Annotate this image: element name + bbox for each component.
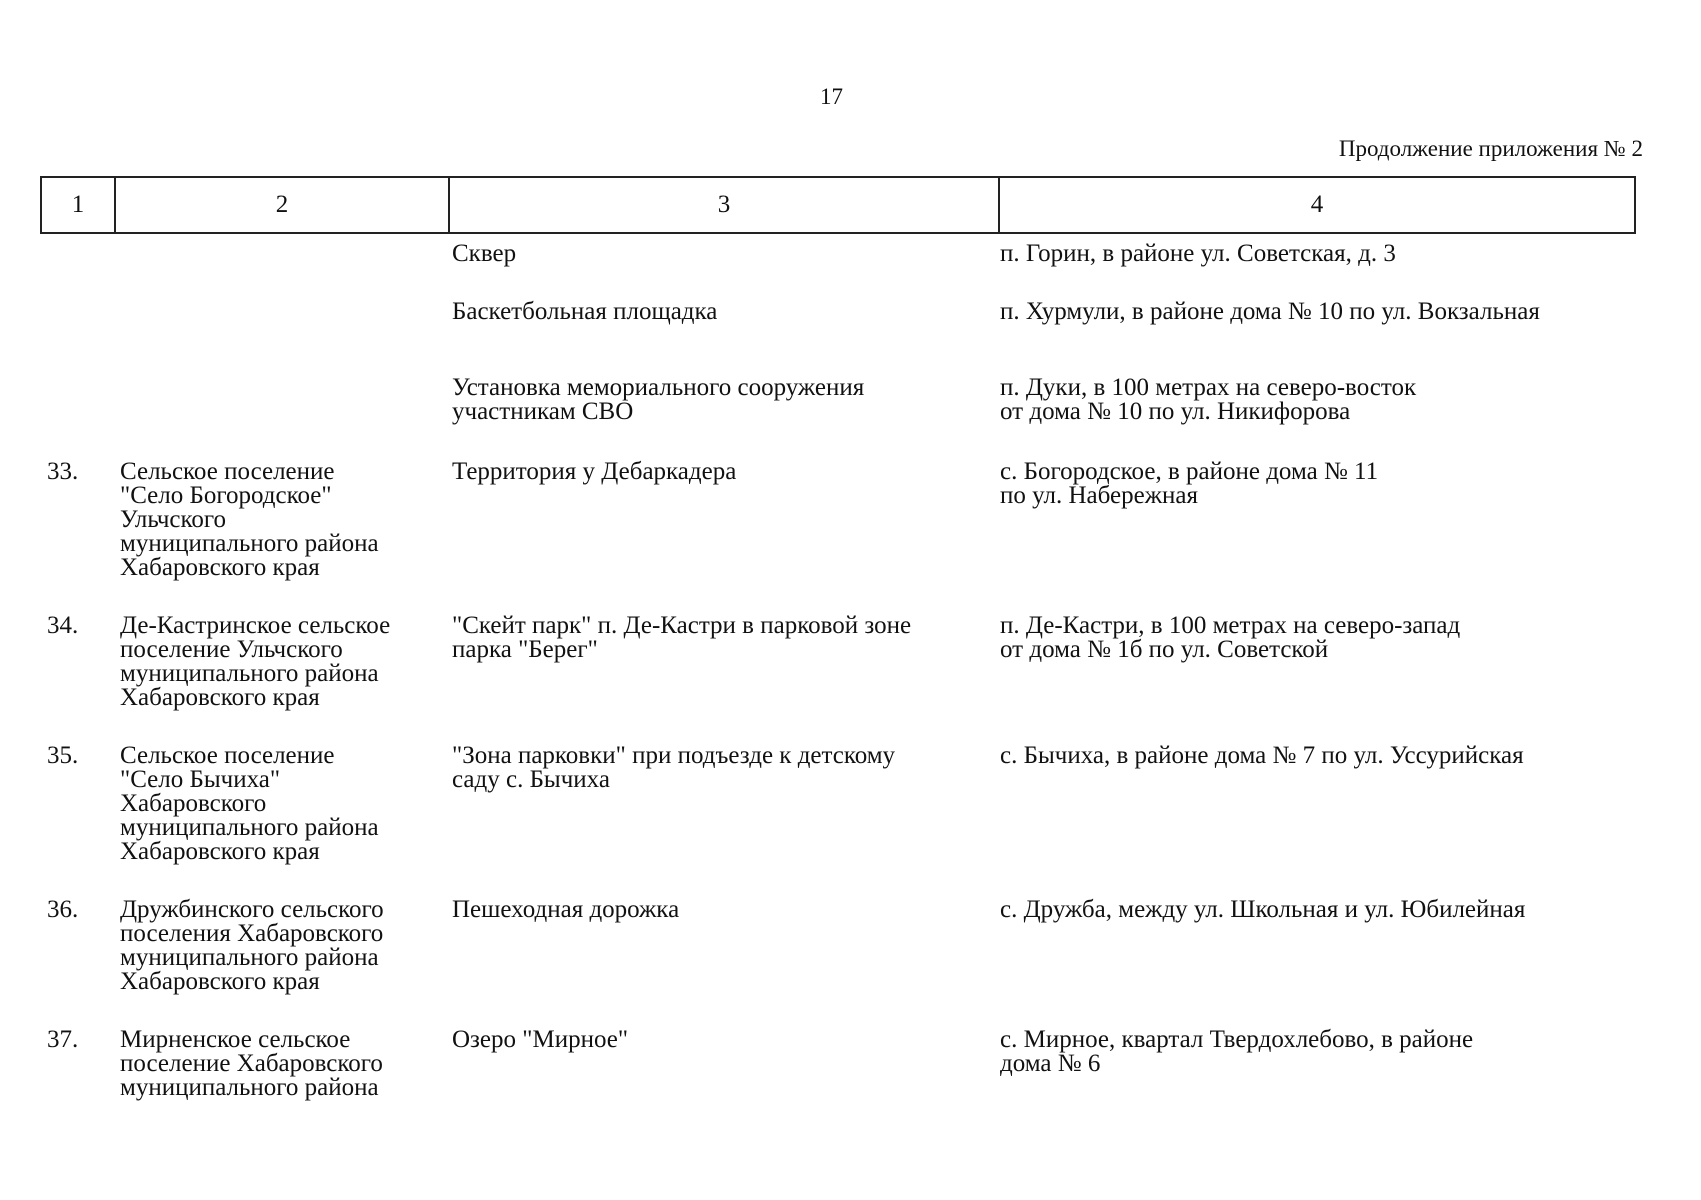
object-cell: Баскетбольная площадка (452, 298, 718, 325)
address-cell: п. Дуки, в 100 метрах на северо-восток от дома № 10 по ул. Никифорова (1000, 374, 1417, 425)
address-cell: п. Де-Кастри, в 100 метрах на северо-запад от дома № 1б по ул. Советской (1000, 612, 1461, 663)
header-col-2: 2 (115, 177, 449, 233)
row-number: 36. (47, 896, 79, 923)
address-cell: с. Бычиха, в районе дома № 7 по ул. Уссурийская (1000, 742, 1524, 769)
page-number: 17 (820, 84, 843, 109)
continuation-note: Продолжение приложения № 2 (1338, 136, 1643, 161)
municipality-cell: Мирненское сельское поселение Хабаровского муниципального района (120, 1026, 383, 1101)
object-cell: Установка мемориального сооружения участникам СВО (452, 374, 865, 425)
address-cell: п. Хурмули, в районе дома № 10 по ул. Вокзальная (1000, 298, 1540, 325)
object-cell: Сквер (452, 240, 517, 267)
header-col-3: 3 (449, 177, 999, 233)
header-col-4: 4 (999, 177, 1635, 233)
municipality-cell: Де-Кастринское сельское поселение Ульчского муниципального района Хабаровского края (120, 612, 391, 711)
municipality-cell: Сельское поселение "Село Богородское" Ульчского муниципального района Хабаровского края (120, 458, 379, 581)
object-cell: "Скейт парк" п. Де-Кастри в парковой зоне парка "Берег" (452, 612, 912, 663)
row-number: 35. (47, 742, 79, 769)
address-cell: с. Дружба, между ул. Школьная и ул. Юбилейная (1000, 896, 1526, 923)
municipality-cell: Дружбинского сельского поселения Хабаровского муниципального района Хабаровского края (120, 896, 384, 995)
address-cell: с. Богородское, в районе дома № 11 по ул. Набережная (1000, 458, 1379, 509)
row-number: 33. (47, 458, 79, 485)
object-cell: "Зона парковки" при подъезде к детскому саду с. Бычиха (452, 742, 896, 793)
row-number: 37. (47, 1026, 79, 1053)
object-cell: Озеро "Мирное" (452, 1026, 629, 1053)
municipality-cell: Сельское поселение "Село Бычиха" Хабаровского муниципального района Хабаровского края (120, 742, 379, 865)
table-header (40, 176, 1636, 234)
address-cell: с. Мирное, квартал Твердохлебово, в районе дома № 6 (1000, 1026, 1474, 1077)
row-number: 34. (47, 612, 79, 639)
object-cell: Пешеходная дорожка (452, 896, 680, 923)
header-col-1: 1 (41, 177, 115, 233)
address-cell: п. Горин, в районе ул. Советская, д. 3 (1000, 240, 1396, 267)
object-cell: Территория у Дебаркадера (452, 458, 737, 485)
